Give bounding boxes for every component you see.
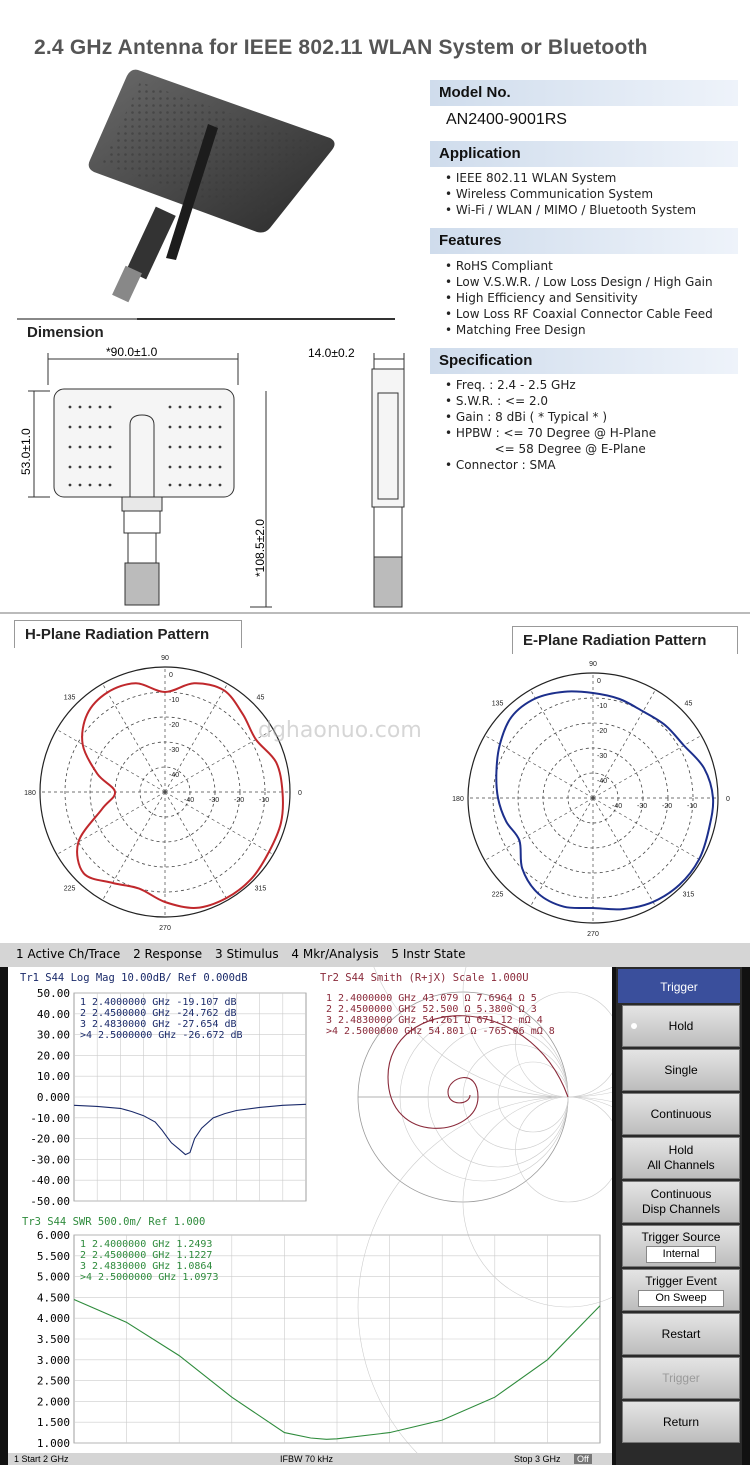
softkey-trigger-event[interactable] bbox=[622, 1269, 740, 1311]
menu-item-mkr-analysis[interactable]: 4 Mkr/Analysis bbox=[291, 947, 379, 961]
status-off: Off bbox=[574, 1454, 592, 1464]
softkey-label: Restart bbox=[661, 1326, 701, 1341]
list-item: • Low V.S.W.R. / Low Loss Design / High Gain bbox=[445, 275, 713, 289]
polar-grid-spoke bbox=[593, 798, 656, 906]
softkey-label: Trigger Event bbox=[645, 1273, 717, 1288]
section-divider bbox=[0, 612, 750, 614]
dimension-height: 53.0±1.0 bbox=[19, 428, 33, 475]
dimension-total: *108.5±2.0 bbox=[253, 519, 267, 577]
y-tick-label: -10.00 bbox=[30, 1111, 70, 1125]
polar-grid-spoke bbox=[57, 730, 165, 793]
y-tick-label: 3.000 bbox=[36, 1353, 70, 1367]
y-tick-label: 40.00 bbox=[36, 1007, 70, 1021]
softkey-continuous[interactable] bbox=[622, 1093, 740, 1135]
marker-readout: >4 2.5000000 GHz -26.672 dB bbox=[80, 1030, 243, 1041]
softkey-label: Return bbox=[662, 1414, 700, 1429]
angle-tick-label: 225 bbox=[491, 891, 504, 899]
smith-x-arc bbox=[516, 1097, 613, 1202]
angle-tick-label: 270 bbox=[159, 925, 171, 932]
list-item: • RoHS Compliant bbox=[445, 259, 553, 273]
model-number: AN2400-9001RS bbox=[446, 111, 567, 128]
radial-tick-label: -20 bbox=[234, 797, 245, 804]
softkey-continuous-disp-channels[interactable] bbox=[622, 1181, 740, 1223]
softkey-hold[interactable] bbox=[622, 1005, 740, 1047]
softkey-value: On Sweep bbox=[638, 1290, 723, 1307]
radial-tick-label: -40 bbox=[184, 797, 195, 804]
y-tick-label: 5.500 bbox=[36, 1249, 70, 1263]
trace-title: Tr1 S44 Log Mag 10.00dB/ Ref 0.000dB bbox=[20, 972, 248, 984]
marker-readout: 1 2.4000000 GHz 43.079 Ω 7.6964 Ω 5 bbox=[326, 993, 537, 1004]
features-list bbox=[445, 258, 713, 338]
page-title: 2.4 GHz Antenna for IEEE 802.11 WLAN System or Bluetooth bbox=[34, 36, 648, 59]
radial-tick-label: -30 bbox=[169, 747, 180, 754]
angle-tick-label: 270 bbox=[587, 931, 599, 938]
radial-tick-label: 0 bbox=[169, 672, 173, 679]
radial-tick-label: -10 bbox=[597, 703, 608, 710]
features-heading: Features bbox=[430, 228, 738, 254]
h-plane-heading: H-Plane Radiation Pattern bbox=[14, 620, 242, 648]
list-item: • Freq. : 2.4 - 2.5 GHz bbox=[445, 378, 576, 392]
radial-tick-label: -10 bbox=[169, 697, 180, 704]
radial-tick-label: -20 bbox=[169, 722, 180, 729]
vna-window bbox=[0, 943, 750, 1465]
softkey-label: Hold bbox=[668, 1018, 694, 1033]
angle-tick-label: 45 bbox=[684, 700, 693, 708]
radial-tick-label: 0 bbox=[597, 678, 601, 685]
list-item: • Wi-Fi / WLAN / MIMO / Bluetooth System bbox=[445, 203, 697, 217]
list-item: • High Efficiency and Sensitivity bbox=[445, 291, 638, 305]
marker-readout: 1 2.4000000 GHz 1.2493 bbox=[80, 1239, 213, 1250]
radial-tick-label: -20 bbox=[662, 803, 673, 810]
marker-readout: 3 2.4830000 GHz 54.261 Ω 671.12 mΩ 4 bbox=[326, 1015, 543, 1026]
radial-tick-label: -30 bbox=[637, 803, 648, 810]
radial-tick-label: -40 bbox=[612, 803, 623, 810]
angle-tick-label: 180 bbox=[452, 796, 464, 803]
y-tick-label: 2.000 bbox=[36, 1395, 70, 1409]
dimension-heading: Dimension bbox=[17, 318, 137, 344]
marker-readout: 2 2.4500000 GHz -24.762 dB bbox=[80, 1008, 237, 1019]
y-tick-label: 1.500 bbox=[36, 1416, 70, 1430]
antenna-photo bbox=[80, 60, 340, 310]
vna-screen bbox=[8, 967, 612, 1453]
angle-tick-label: 0 bbox=[298, 790, 302, 797]
y-tick-label: 20.00 bbox=[36, 1049, 70, 1063]
list-item: • Low Loss RF Coaxial Connector Cable Feed bbox=[445, 307, 713, 321]
radial-tick-label: -10 bbox=[259, 797, 270, 804]
y-tick-label: 10.00 bbox=[36, 1070, 70, 1084]
y-tick-label: 30.00 bbox=[36, 1028, 70, 1042]
y-tick-label: -50.00 bbox=[30, 1195, 70, 1208]
softkey-label: Single bbox=[664, 1062, 698, 1077]
y-tick-label: 6.000 bbox=[36, 1229, 70, 1242]
polar-grid-spoke bbox=[165, 792, 228, 900]
marker-readout: 3 2.4830000 GHz 1.0864 bbox=[80, 1261, 213, 1272]
trigger-softkey-panel bbox=[616, 967, 742, 1465]
menu-item-instr-state[interactable]: 5 Instr State bbox=[391, 947, 466, 961]
polar-grid-spoke bbox=[531, 690, 594, 798]
angle-tick-label: 135 bbox=[63, 694, 76, 702]
dimension-width: *90.0±1.0 bbox=[106, 345, 158, 359]
menu-item-response[interactable]: 2 Response bbox=[133, 947, 203, 961]
y-tick-label: 3.500 bbox=[36, 1333, 70, 1346]
radial-tick-label: -40 bbox=[169, 772, 180, 779]
softkey-trigger-source[interactable] bbox=[622, 1225, 740, 1267]
marker-readout: 2 2.4500000 GHz 1.1227 bbox=[80, 1250, 213, 1261]
trace-title: Tr3 S44 SWR 500.0m/ Ref 1.000 bbox=[22, 1216, 206, 1228]
polar-grid-spoke bbox=[531, 798, 594, 906]
polar-grid-spoke bbox=[57, 792, 165, 855]
status-ifbw: IFBW 70 kHz bbox=[280, 1454, 334, 1464]
smith-x-arc bbox=[463, 1097, 612, 1307]
angle-tick-label: 90 bbox=[589, 661, 597, 668]
softkey-label: Disp Channels bbox=[641, 1202, 721, 1216]
list-item: • IEEE 802.11 WLAN System bbox=[445, 171, 617, 185]
polar-grid-spoke bbox=[165, 792, 273, 855]
softkey-trigger[interactable] bbox=[622, 1357, 740, 1399]
marker-readout: 1 2.4000000 GHz -19.107 dB bbox=[80, 997, 237, 1008]
y-tick-label: -40.00 bbox=[30, 1174, 70, 1188]
dimension-depth: 14.0±0.2 bbox=[308, 346, 355, 360]
specification-list bbox=[445, 377, 656, 473]
list-item: • Matching Free Design bbox=[445, 323, 586, 337]
y-tick-label: -30.00 bbox=[30, 1153, 70, 1167]
pattern-curve bbox=[496, 691, 713, 909]
softkey-label: All Channels bbox=[647, 1158, 715, 1172]
softkey-single[interactable] bbox=[622, 1049, 740, 1091]
angle-tick-label: 45 bbox=[256, 694, 265, 702]
y-tick-label: 50.00 bbox=[36, 987, 70, 1000]
y-tick-label: 4.000 bbox=[36, 1312, 70, 1326]
status-stop: Stop 3 GHz bbox=[514, 1454, 561, 1464]
softkey-hold-all-channels[interactable] bbox=[622, 1137, 740, 1179]
e-plane-polar-chart bbox=[448, 656, 738, 941]
vna-menu-bar bbox=[0, 943, 750, 967]
list-item: • S.W.R. : <= 2.0 bbox=[445, 394, 549, 408]
radial-tick-label: -10 bbox=[687, 803, 698, 810]
polar-grid-spoke bbox=[165, 730, 273, 793]
radial-tick-label: -20 bbox=[597, 728, 608, 735]
polar-grid-spoke bbox=[103, 792, 166, 900]
smith-x-arc bbox=[358, 1097, 612, 1453]
y-tick-label: 0.000 bbox=[36, 1091, 70, 1104]
selected-indicator-icon bbox=[631, 1023, 637, 1029]
softkey-label: Continuous bbox=[650, 1106, 712, 1121]
list-item: • Connector : SMA bbox=[445, 458, 556, 472]
softkey-value: Internal bbox=[646, 1246, 717, 1263]
dimension-drawing bbox=[10, 345, 430, 615]
list-item: • Gain : 8 dBi ( * Typical * ) bbox=[445, 410, 608, 424]
polar-grid-spoke bbox=[103, 684, 166, 792]
application-heading: Application bbox=[430, 141, 738, 167]
list-item: • HPBW : <= 70 Degree @ H-Plane bbox=[445, 426, 657, 440]
polar-grid-spoke bbox=[485, 736, 593, 799]
marker-readout: 3 2.4830000 GHz -27.654 dB bbox=[80, 1019, 237, 1030]
angle-tick-label: 135 bbox=[491, 700, 504, 708]
softkey-return[interactable] bbox=[622, 1401, 740, 1443]
y-tick-label: 4.500 bbox=[36, 1291, 70, 1305]
status-start: 1 Start 2 GHz bbox=[14, 1454, 69, 1464]
angle-tick-label: 0 bbox=[726, 796, 730, 803]
vna-traces bbox=[8, 967, 612, 1453]
softkey-title: Trigger bbox=[618, 969, 740, 1003]
softkey-label: Trigger Source bbox=[641, 1229, 721, 1244]
marker-readout: 2 2.4500000 GHz 52.500 Ω 5.3800 Ω 3 bbox=[326, 1004, 537, 1015]
angle-tick-label: 315 bbox=[682, 891, 695, 899]
polar-grid-spoke bbox=[593, 798, 701, 861]
list-item: • Wireless Communication System bbox=[445, 187, 654, 201]
model-heading: Model No. bbox=[430, 80, 738, 106]
vna-status-bar bbox=[8, 1453, 612, 1465]
h-plane-polar-chart bbox=[20, 650, 310, 935]
softkey-label: Continuous bbox=[650, 1187, 712, 1201]
y-tick-label: -20.00 bbox=[30, 1132, 70, 1146]
e-plane-heading: E-Plane Radiation Pattern bbox=[512, 626, 738, 654]
list-item: <= 58 Degree @ E-Plane bbox=[445, 442, 646, 456]
y-tick-label: 1.000 bbox=[36, 1437, 70, 1450]
softkey-label: Hold bbox=[668, 1143, 694, 1157]
angle-tick-label: 90 bbox=[161, 655, 169, 662]
application-list bbox=[445, 170, 696, 218]
trace-title: Tr2 S44 Smith (R+jX) Scale 1.000U bbox=[320, 972, 529, 984]
y-tick-label: 5.000 bbox=[36, 1270, 70, 1284]
radial-tick-label: -40 bbox=[597, 778, 608, 785]
watermark: dghaonuo.com bbox=[258, 718, 422, 743]
radial-tick-label: -30 bbox=[597, 753, 608, 760]
radial-tick-label: -30 bbox=[209, 797, 220, 804]
menu-item-active-ch[interactable]: 1 Active Ch/Trace bbox=[16, 947, 121, 961]
y-tick-label: 2.500 bbox=[36, 1374, 70, 1388]
angle-tick-label: 315 bbox=[254, 885, 267, 893]
specification-heading: Specification bbox=[430, 348, 738, 374]
angle-tick-label: 225 bbox=[63, 885, 76, 893]
menu-item-stimulus[interactable]: 3 Stimulus bbox=[215, 947, 279, 961]
softkey-restart[interactable] bbox=[622, 1313, 740, 1355]
polar-grid-spoke bbox=[593, 736, 701, 799]
softkey-label: Trigger bbox=[662, 1370, 700, 1385]
angle-tick-label: 180 bbox=[24, 790, 36, 797]
marker-readout: >4 2.5000000 GHz 54.801 Ω -765.86 mΩ 8 bbox=[326, 1026, 555, 1037]
marker-readout: >4 2.5000000 GHz 1.0973 bbox=[80, 1272, 219, 1283]
